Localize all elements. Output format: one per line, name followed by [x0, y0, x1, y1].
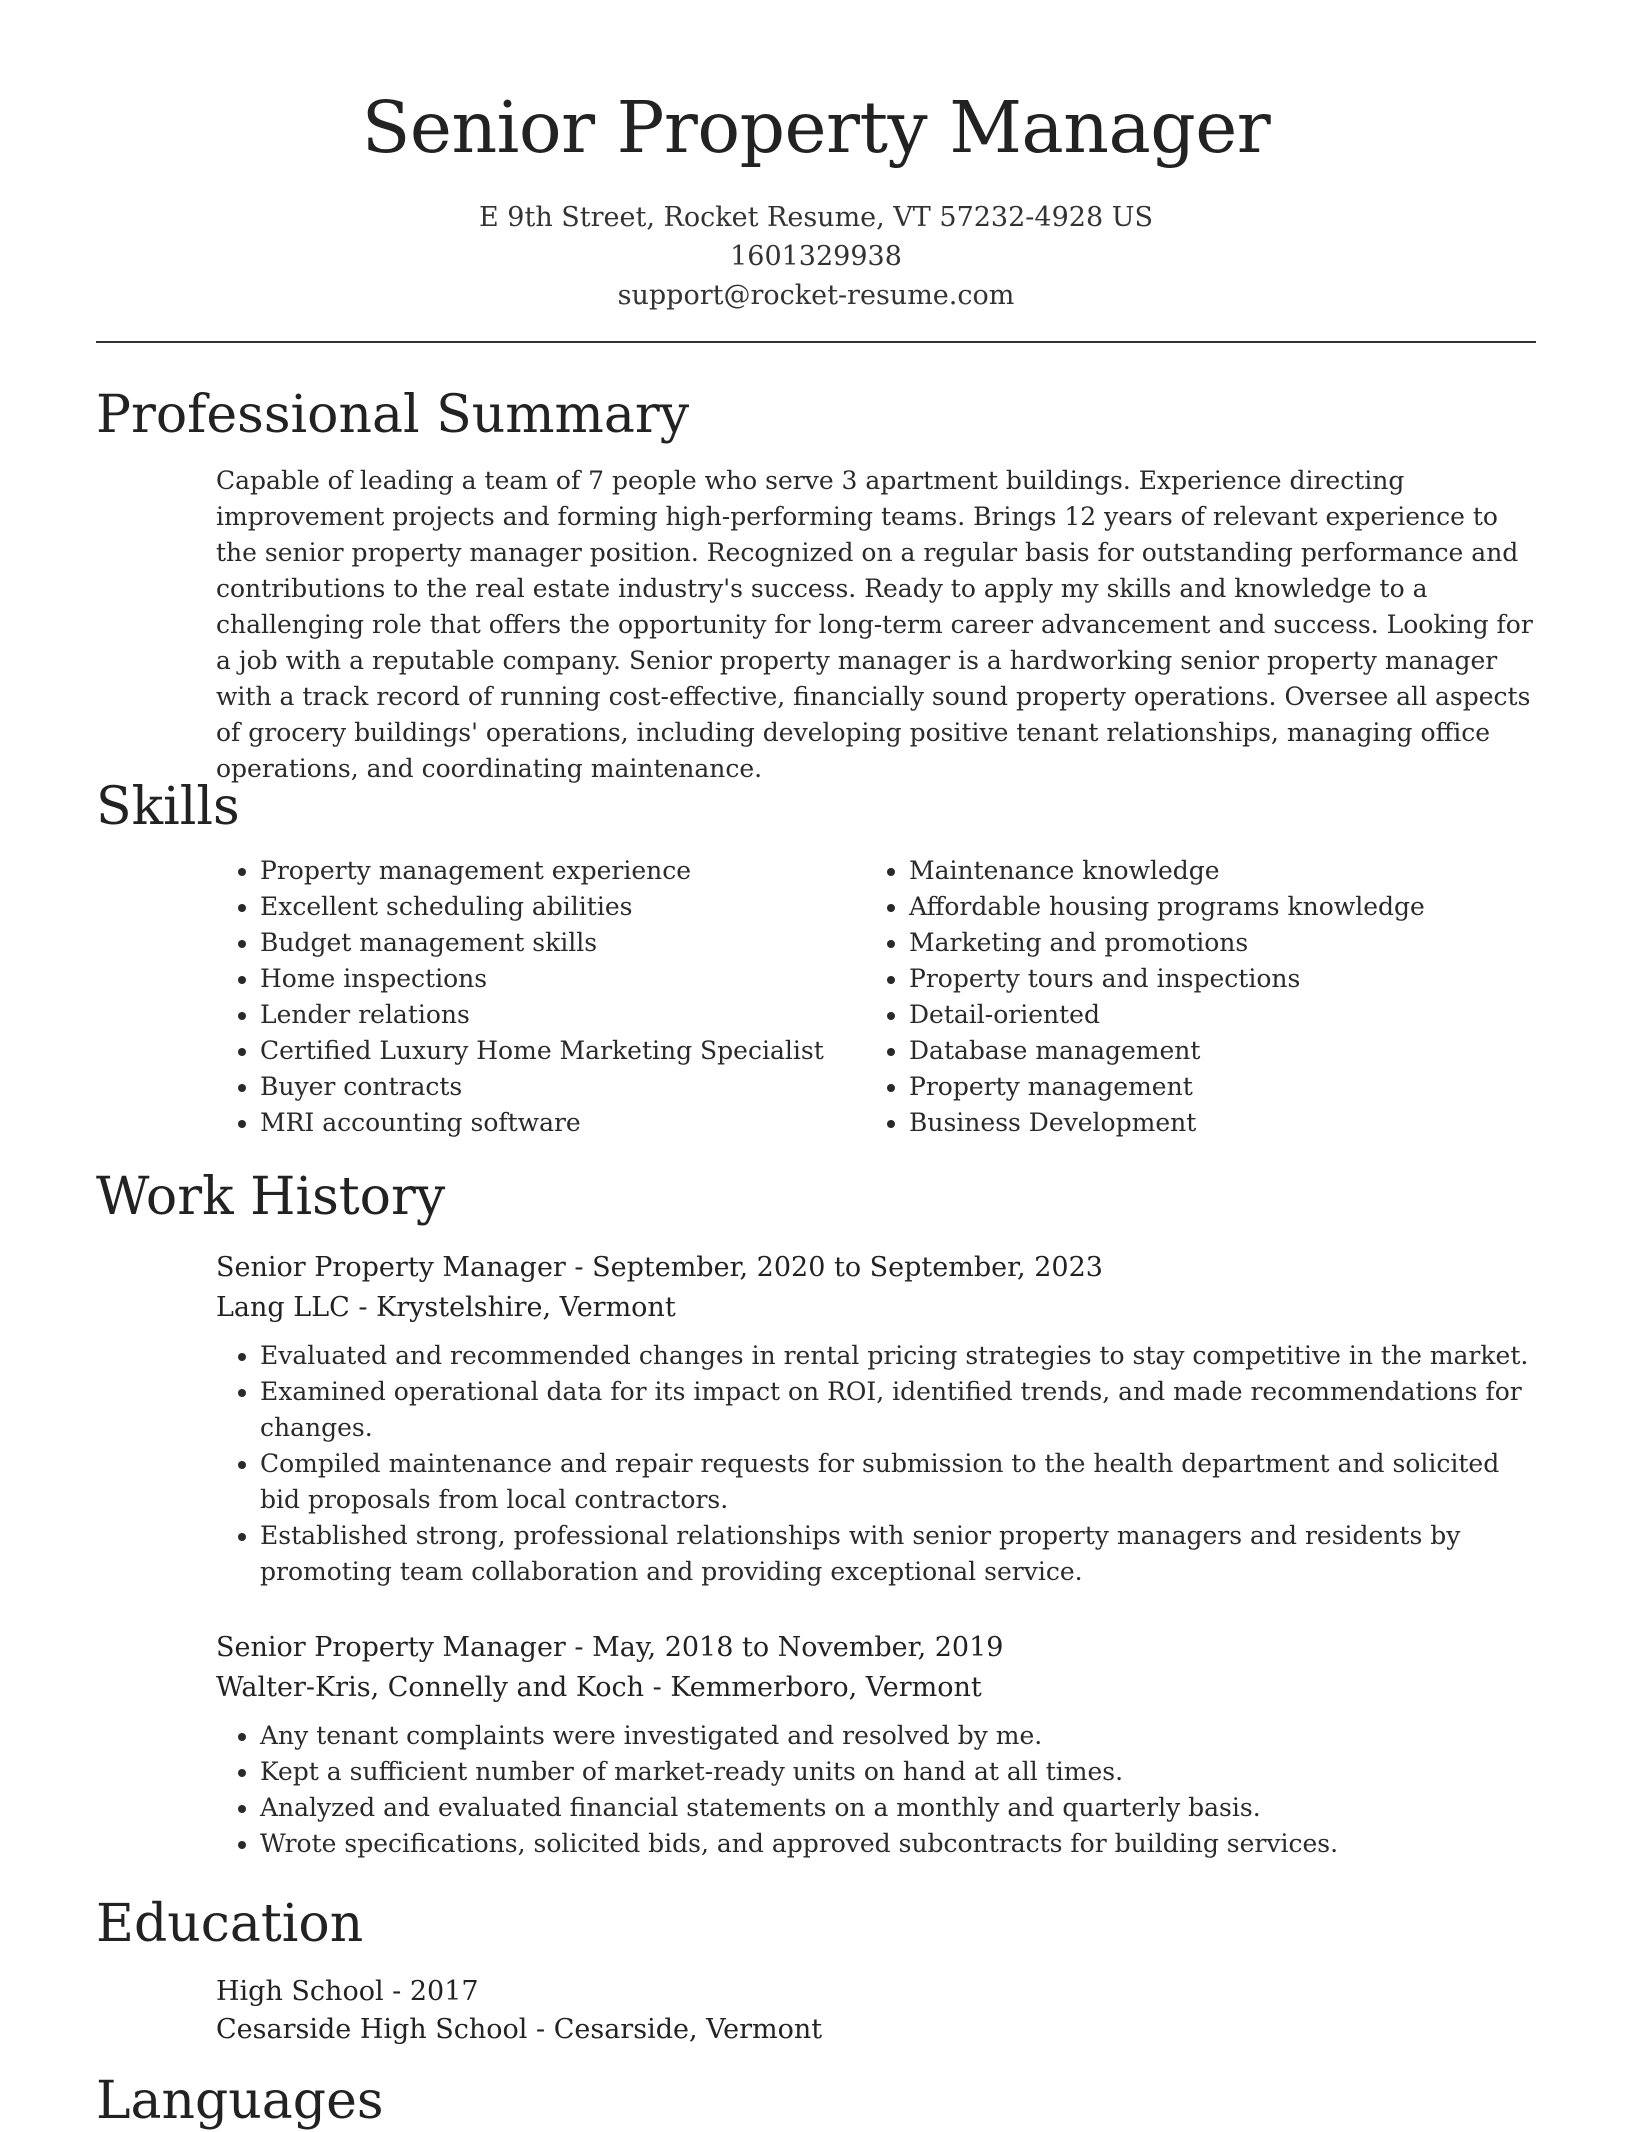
- summary-text: Capable of leading a team of 7 people who serve 3 apartment buildings. Experience directing improvement projects and forming high-performing teams. Brings 12 years of relevant experience to the senior property manager position. Recognized on a regular basis for outstanding performance and contributions to the real estate industry's success. Ready to apply my skills and knowledge to a challenging role that offers the opportunity for long-term career advancement and success. Looking for a job with a reputable company. Senior property manager is a hardworking senior property manager with a track record of running cost-effective, financially sound property operations. Oversee all aspects of grocery buildings' operations, including developing positive tenant relationships, managing office operations, and coordinating maintenance.: [216, 466, 1533, 783]
- job-role-line: Senior Property Manager - May, 2018 to November, 2019: [216, 1632, 1004, 1663]
- job-company-line: Lang LLC - Krystelshire, Vermont: [216, 1292, 676, 1323]
- header-divider: [96, 341, 1536, 343]
- job-bullet: • Analyzed and evaluated financial statements on a monthly and quarterly basis.: [260, 1790, 1536, 1826]
- skills-column-right: [865, 853, 1529, 1141]
- skills-list: [216, 853, 1536, 1141]
- contact-phone: 1601329938: [730, 241, 902, 272]
- job-bullet: • Examined operational data for its impact on ROI, identified trends, and made recommendations for changes.: [260, 1374, 1536, 1446]
- skill-item: • MRI accounting software: [260, 1105, 865, 1141]
- job-bullet: • Any tenant complaints were investigated and resolved by me.: [260, 1718, 1536, 1754]
- skill-item: • Home inspections: [260, 961, 865, 997]
- skill-item: • Property management: [909, 1069, 1529, 1105]
- skill-item: • Affordable housing programs knowledge: [909, 889, 1529, 925]
- job-bullets: [216, 1338, 1536, 1590]
- skills-column-left: [216, 853, 865, 1141]
- education-degree-line: High School - 2017: [216, 1976, 479, 2007]
- skill-item: • Lender relations: [260, 997, 865, 1033]
- job-bullet: • Wrote specifications, solicited bids, and approved subcontracts for building services.: [260, 1826, 1536, 1862]
- summary-heading: Professional Summary: [96, 385, 690, 445]
- job-company-line: Walter-Kris, Connelly and Koch - Kemmerboro, Vermont: [216, 1672, 982, 1703]
- skill-item: • Property tours and inspections: [909, 961, 1529, 997]
- contact-email: support@rocket-resume.com: [617, 280, 1015, 311]
- languages-heading: Languages: [96, 2071, 384, 2131]
- education-entry: [216, 1973, 1536, 2049]
- job-entry: [216, 1248, 1536, 1590]
- skills-heading: Skills: [96, 777, 240, 837]
- skill-item: • Marketing and promotions: [909, 925, 1529, 961]
- skill-item: • Certified Luxury Home Marketing Specialist: [260, 1033, 865, 1069]
- skill-item: • Buyer contracts: [260, 1069, 865, 1105]
- job-bullets: [216, 1718, 1536, 1862]
- education-school-line: Cesarside High School - Cesarside, Vermont: [216, 2014, 823, 2045]
- job-bullet: • Kept a sufficient number of market-ready units on hand at all times.: [260, 1754, 1536, 1790]
- skill-item: • Database management: [909, 1033, 1529, 1069]
- job-bullet: • Compiled maintenance and repair requests for submission to the health department and solicited bid proposals from local contractors.: [260, 1446, 1536, 1518]
- work-heading: Work History: [96, 1167, 446, 1227]
- skill-item: • Detail-oriented: [909, 997, 1529, 1033]
- education-heading: Education: [96, 1894, 364, 1954]
- job-bullet: • Evaluated and recommended changes in rental pricing strategies to stay competitive in the market.: [260, 1338, 1536, 1374]
- skill-item: • Budget management skills: [260, 925, 865, 961]
- resume-header: [0, 0, 1632, 315]
- skill-item: • Property management experience: [260, 853, 865, 889]
- resume-title: Senior Property Manager: [361, 86, 1271, 169]
- job-role-line: Senior Property Manager - September, 2020 to September, 2023: [216, 1252, 1103, 1283]
- job-bullet: • Established strong, professional relationships with senior property managers and residents by promoting team collaboration and providing exceptional service.: [260, 1518, 1536, 1590]
- job-entry: [216, 1628, 1536, 1862]
- contact-block: [0, 198, 1632, 315]
- skill-item: • Business Development: [909, 1105, 1529, 1141]
- contact-address: E 9th Street, Rocket Resume, VT 57232-4928 US: [479, 202, 1153, 233]
- skill-item: • Maintenance knowledge: [909, 853, 1529, 889]
- skill-item: • Excellent scheduling abilities: [260, 889, 865, 925]
